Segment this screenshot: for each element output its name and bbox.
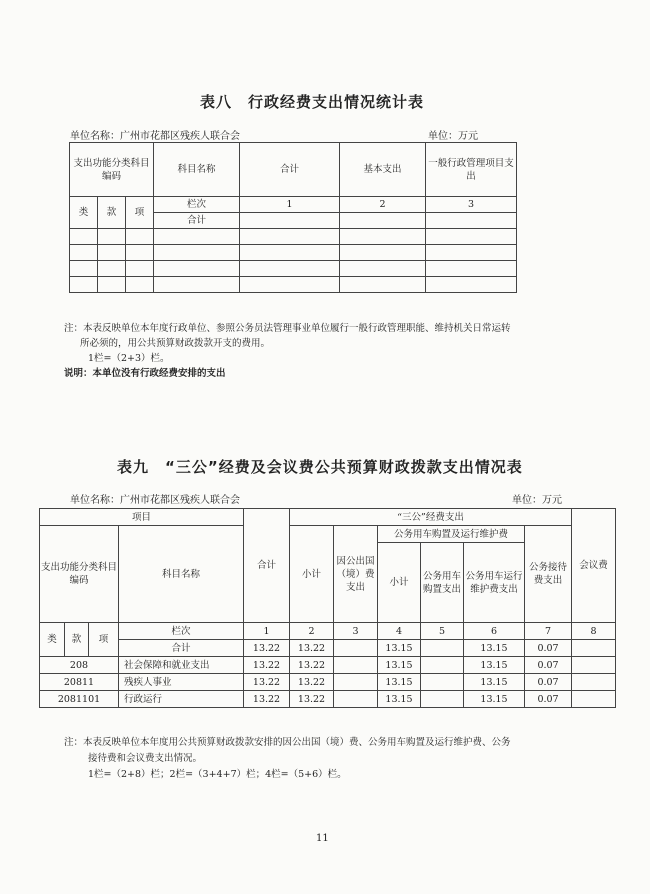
t9-cell: 0.07 [525,691,572,708]
t9-cell: 13.22 [290,674,334,691]
t9-cell [572,657,616,674]
t9-cell: 13.15 [378,657,421,674]
t9-cell [421,657,464,674]
t9-cell: 13.15 [464,674,525,691]
t9-row-code: 208 [40,657,119,674]
t9-row-name: 合计 [119,640,244,657]
t9-cell: 13.22 [244,674,290,691]
t9-header-car-subtotal: 小计 [378,543,421,623]
t8-header-func-code: 支出功能分类科目编码 [70,143,154,197]
table-row [70,245,517,261]
t8-lei: 类 [70,197,98,229]
t9-row-code: 20811 [40,674,119,691]
t9-row-name: 残疾人事业 [119,674,244,691]
t9-header-car-buy: 公务用车购置支出 [421,543,464,623]
t9-header-abroad: 因公出国（境）费支出 [334,526,378,623]
t9-lanci-3: 3 [334,623,378,640]
t9-lanci-6: 6 [464,623,525,640]
t8-lanci-3: 3 [426,197,517,213]
t9-cell [421,640,464,657]
t8-kuan: 款 [98,197,126,229]
t8-explain: 说明：本单位没有行政经费安排的支出 [64,368,226,379]
table8-unit-name: 单位名称：广州市花都区残疾人联合会 [70,131,240,142]
t9-lanci-label: 栏次 [119,623,244,640]
t9-header-subject: 科目名称 [119,526,244,623]
table-row [40,691,616,708]
table-row [40,674,616,691]
t8-total-c3 [426,213,517,229]
t9-lanci-4: 4 [378,623,421,640]
t9-header-subtotal: 小计 [290,526,334,623]
table-row [40,640,616,657]
table9-title: 表九 “三公”经费及会议费公共预算财政拨款支出情况表 [117,458,523,476]
t9-lanci-8: 8 [572,623,616,640]
table8-title: 表八 行政经费支出情况统计表 [200,93,425,111]
t9-header-sangong: “三公”经费支出 [290,509,572,526]
t9-header-reception: 公务接待费支出 [525,526,572,623]
t8-header-subject: 科目名称 [154,143,240,197]
t8-note-2: 所必须的，用公共预算财政拨款开支的费用。 [80,338,271,349]
t9-lei: 类 [40,623,65,657]
t9-cell: 13.15 [378,674,421,691]
t9-cell [334,640,378,657]
t9-note-2: 接待费和会议费支出情况。 [88,753,203,764]
t9-cell: 13.15 [464,657,525,674]
t8-total-c1 [240,213,340,229]
t9-cell [572,691,616,708]
table-row [40,657,616,674]
t9-note-1: 注：本表反映单位本年度用公共预算财政拨款安排的因公出国（境）费、公务用车购置及运行维护费、公务 [64,737,511,748]
t9-header-item: 项目 [40,509,244,526]
t9-header-total: 合计 [244,509,290,623]
t8-total-c2 [340,213,426,229]
t9-cell: 0.07 [525,640,572,657]
t9-lanci-5: 5 [421,623,464,640]
t9-cell: 13.15 [378,640,421,657]
t8-header-total: 合计 [240,143,340,197]
t9-row-name: 行政运行 [119,691,244,708]
t9-cell [334,674,378,691]
t9-cell: 13.22 [244,640,290,657]
table8-unit: 单位：万元 [428,131,478,142]
t9-cell: 13.22 [244,691,290,708]
t9-cell [421,691,464,708]
t9-cell: 13.22 [290,640,334,657]
t8-header-basic: 基本支出 [340,143,426,197]
t9-cell: 13.22 [290,691,334,708]
t9-header-meeting: 会议费 [572,509,616,623]
t8-lanci-label: 栏次 [154,197,240,213]
table9-unit-name: 单位名称：广州市花都区残疾人联合会 [70,495,240,506]
t9-cell: 13.15 [464,640,525,657]
t9-lanci-1: 1 [244,623,290,640]
t8-total-label: 合计 [154,213,240,229]
t8-note-1: 注：本表反映单位本年度行政单位、参照公务员法管理事业单位履行一般行政管理职能、维持机关日常运转 [64,323,511,334]
t8-note-3: 1栏=（2+3）栏。 [88,353,170,364]
t9-cell: 13.15 [378,691,421,708]
t9-note-3: 1栏=（2+8）栏；2栏=（3+4+7）栏；4栏=（5+6）栏。 [88,769,347,780]
t8-lanci-1: 1 [240,197,340,213]
t9-row-name: 社会保障和就业支出 [119,657,244,674]
t9-cell [421,674,464,691]
t9-lanci-7: 7 [525,623,572,640]
t9-cell: 0.07 [525,674,572,691]
t9-header-func-code: 支出功能分类科目编码 [40,526,119,623]
t9-cell [334,657,378,674]
t9-header-car-run: 公务用车运行维护费支出 [464,543,525,623]
t8-lanci-2: 2 [340,197,426,213]
t9-cell: 13.22 [244,657,290,674]
t9-cell: 13.22 [290,657,334,674]
table-row [70,229,517,245]
t9-lanci-2: 2 [290,623,334,640]
t8-xiang: 项 [126,197,154,229]
t9-cell: 0.07 [525,657,572,674]
t9-cell [572,674,616,691]
t9-cell: 13.15 [464,691,525,708]
t9-kuan: 款 [65,623,89,657]
t9-row-code: 2081101 [40,691,119,708]
table9 [39,508,616,708]
page-number: 11 [316,833,329,844]
table8 [69,142,517,293]
t8-header-admin: 一般行政管理项目支出 [426,143,517,197]
table-row [70,277,517,293]
table-row [70,261,517,277]
t9-cell [334,691,378,708]
t9-header-car-group: 公务用车购置及运行维护费 [378,526,525,543]
t9-cell [572,640,616,657]
t9-xiang: 项 [89,623,119,657]
table9-unit: 单位：万元 [512,495,562,506]
